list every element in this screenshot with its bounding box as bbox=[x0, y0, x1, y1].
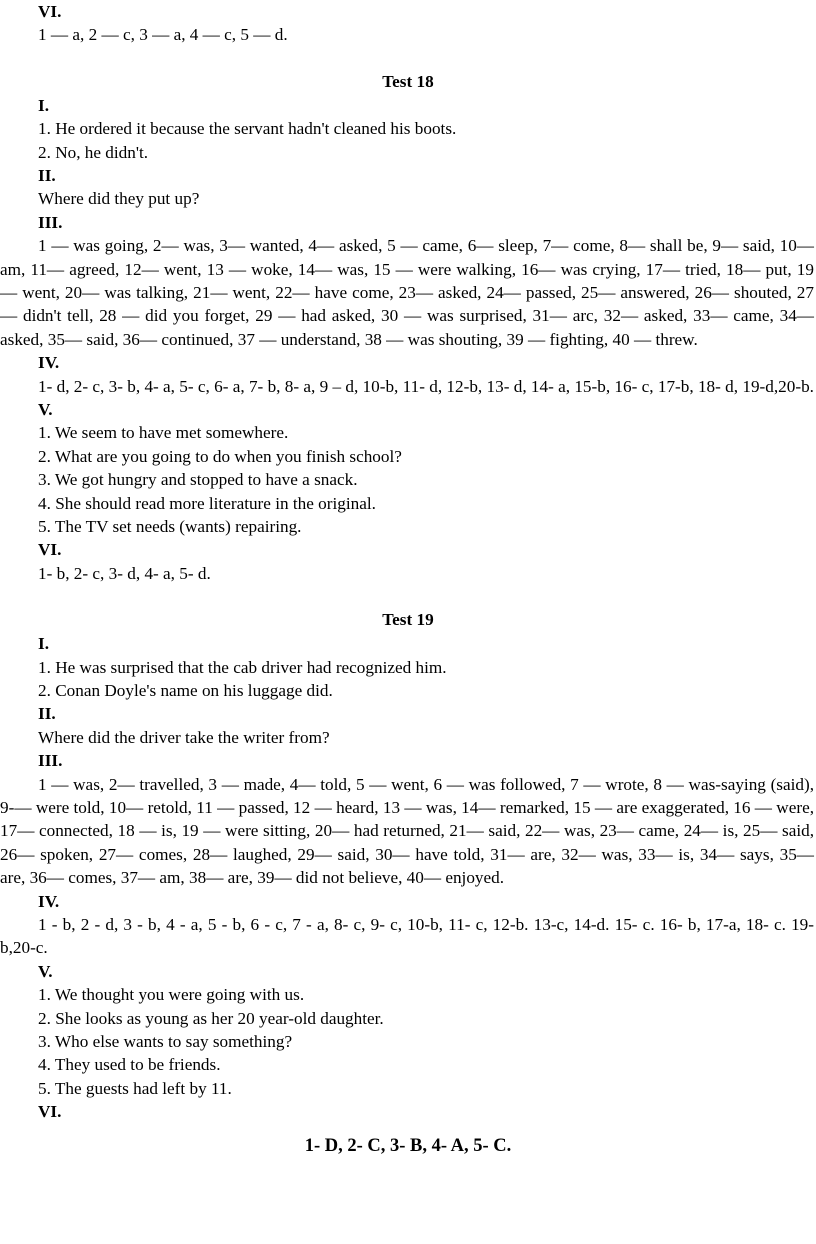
answer-line: 5. The guests had left by 11. bbox=[38, 1078, 232, 1098]
section-heading: IV. bbox=[38, 891, 60, 911]
answer-line: 3. Who else wants to say something? bbox=[38, 1032, 293, 1052]
answer-paragraph: 1 - b, 2 - d, 3 - b, 4 - a, 5 - b, 6 - c, 7 - a, 8- c, 9- c, 10-b, 11- c, 12-b. 13-c, 14-d. 15- c. 16- b, 17-a, 18- c. 19-b,20-c. bbox=[0, 915, 814, 958]
test-title: Test 19 bbox=[382, 610, 434, 630]
section-heading: V. bbox=[38, 961, 53, 981]
answer-line: 4. They used to be friends. bbox=[38, 1055, 221, 1075]
section-heading: VI. bbox=[38, 1102, 62, 1122]
answer-line: 2. Conan Doyle's name on his luggage did. bbox=[38, 680, 333, 700]
answer-line: 2. No, he didn't. bbox=[38, 142, 149, 162]
answer-line: 1 — a, 2 — c, 3 — a, 4 — c, 5 — d. bbox=[38, 25, 288, 45]
final-answer-line: 1- D, 2- C, 3- B, 4- A, 5- C. bbox=[304, 1135, 512, 1156]
answer-paragraph: 1 — was going, 2— was, 3— wanted, 4— asked, 5 — came, 6— sleep, 7— come, 8— shall be, 9— said, 10— am, 11— agreed, 12— went, 13 — woke, 14— was, 15 — were walking, 16— was crying, 17— tried, 18— put, 19— went, 20— was talking, 21— went, 22— have come, 23— asked, 24— passed, 25— answered, 26— shouted, 27— didn't tell, 28 — did you forget, 29 — had asked, 30 — was surprised, 31— arc, 32— asked, 33— came, 34— asked, 35— said, 36— continued, 37 — understand, 38 — was shouting, 39 — fighting, 40 — threw. bbox=[0, 236, 814, 349]
section-heading: VI. bbox=[38, 2, 62, 21]
section-heading: V. bbox=[38, 400, 53, 419]
answer-line: 5. The TV set needs (wants) repairing. bbox=[38, 517, 302, 537]
test-title: Test 18 bbox=[382, 71, 434, 91]
answer-line: 4. She should read more literature in the original. bbox=[38, 493, 376, 513]
section-heading: IV. bbox=[38, 353, 60, 373]
answer-line: 1- b, 2- c, 3- d, 4- a, 5- d. bbox=[38, 563, 211, 583]
answer-paragraph: 1- d, 2- c, 3- b, 4- a, 5- c, 6- a, 7- b, 8- a, 9 – d, 10-b, 11- d, 12-b, 13- d, 14- a, 15-b, 16- c, 17-b, 18- d, 19-d,20-b. bbox=[38, 376, 814, 396]
answer-line: 3. We got hungry and stopped to have a snack. bbox=[38, 470, 358, 490]
section-heading: II. bbox=[38, 704, 56, 724]
answer-line: 1. He was surprised that the cab driver had recognized him. bbox=[38, 657, 447, 677]
section-heading: VI. bbox=[38, 540, 62, 560]
answer-line: 1. He ordered it because the servant hadn't cleaned his boots. bbox=[38, 119, 457, 139]
answer-line: 2. She looks as young as her 20 year-old daughter. bbox=[38, 1008, 384, 1028]
answer-line: Where did the driver take the writer from? bbox=[38, 727, 330, 747]
answer-line: Where did they put up? bbox=[38, 189, 200, 209]
section-heading: I. bbox=[38, 634, 49, 654]
answer-line: 1. We thought you were going with us. bbox=[38, 985, 305, 1005]
answer-paragraph: 1 — was, 2— travelled, 3 — made, 4— told, 5 — went, 6 — was followed, 7 — wrote, 8 — was-saying (said), 9-— were told, 10— retold, 11 — passed, 12 — heard, 13 — was, 14— remarked, 15 — are exaggerated, 16 — were, 17— connected, 18 — is, 19 — were sitting, 20— had returned, 21— said, 22— was, 23— came, 24— is, 25— said, 26— spoken, 27— comes, 28— laughed, 29— said, 30— have told, 31— are, 32— was, 33— is, 34— says, 35— are, 36— comes, 37— am, 38— are, 39— did not believe, 40— enjoyed. bbox=[0, 774, 814, 888]
answer-line: 2. What are you going to do when you finish school? bbox=[38, 446, 402, 466]
section-heading: II. bbox=[38, 165, 56, 185]
answer-line: 1. We seem to have met somewhere. bbox=[38, 423, 289, 443]
section-heading: III. bbox=[38, 212, 63, 232]
section-heading: III. bbox=[38, 751, 63, 771]
section-heading: I. bbox=[38, 95, 49, 115]
